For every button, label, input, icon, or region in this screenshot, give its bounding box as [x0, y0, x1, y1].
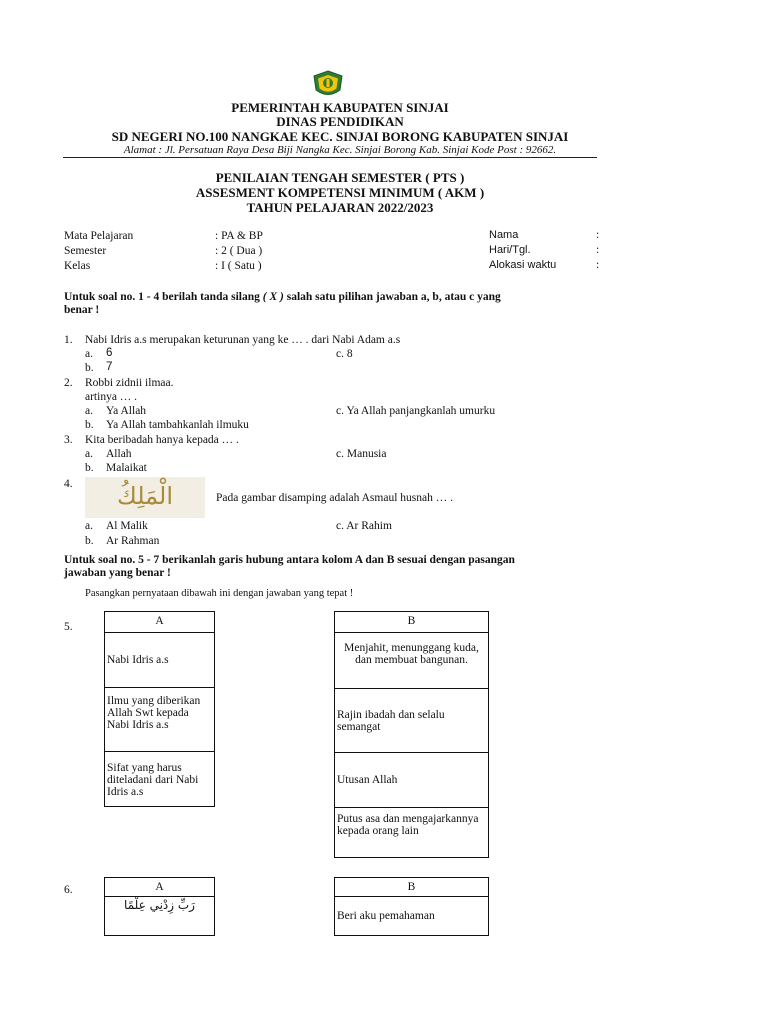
q5-column-a-table [104, 611, 215, 807]
q2-number: 2. [64, 377, 73, 389]
info-label-subject: Mata Pelajaran [64, 230, 134, 242]
header-divider [63, 157, 597, 158]
q3-text: Kita beribadah hanya kepada … . [85, 434, 239, 446]
q4-option-c[interactable]: c. Ar Rahim [336, 520, 392, 532]
q1-number: 1. [64, 334, 73, 346]
q5-b-item-1[interactable]: Menjahit, menunggang kuda, dan membuat bangunan. [335, 632, 488, 688]
q4-number: 4. [64, 478, 73, 490]
info-value-class: : I ( Satu ) [215, 260, 262, 272]
info-label-date: Hari/Tgl. [489, 244, 531, 256]
q5-b-item-3[interactable]: Utusan Allah [335, 752, 488, 807]
q5-b-item-4[interactable]: Putus asa dan mengajarkannya kepada orang lain [335, 807, 488, 857]
q5-b-item-2[interactable]: Rajin ibadah dan selalu semangat [335, 688, 488, 752]
q3-option-b[interactable]: Malaikat [106, 462, 147, 474]
al-malik-calligraphy-text: الْمَلِكُ [116, 482, 174, 510]
info-value-semester: : 2 ( Dua ) [215, 245, 263, 257]
info-label-duration: Alokasi waktu [489, 259, 557, 271]
q4-label-a: a. [85, 520, 93, 532]
q4-option-b[interactable]: Ar Rahman [106, 535, 160, 547]
q4-text: Pada gambar disamping adalah Asmaul husnah … . [216, 492, 453, 504]
q6-a-item-1[interactable]: رَبِّ زِدْنِي عِلْمًا [105, 896, 214, 935]
al-malik-calligraphy-image [85, 477, 205, 518]
header-department: DINAS PENDIDIKAN [276, 114, 404, 129]
q2-option-a[interactable]: Ya Allah [106, 405, 147, 417]
q6-column-a-table [104, 877, 215, 936]
q2-option-c[interactable]: c. Ya Allah panjangkanlah umurku [336, 405, 496, 417]
header-school: SD NEGERI NO.100 NANGKAE KEC. SINJAI BORONG KABUPATEN SINJAI [111, 129, 569, 144]
q2-text: Robbi zidnii ilmaa. [85, 377, 174, 389]
section1-instruction-line2: benar ! [64, 304, 100, 316]
q3-option-a[interactable]: Allah [106, 448, 132, 460]
q6-b-item-1[interactable]: Beri aku pemahaman [335, 896, 488, 935]
q6-number: 6. [64, 884, 73, 896]
q5-column-a-header: A [155, 615, 164, 627]
info-label-name: Nama [489, 229, 519, 241]
q5-a-item-2[interactable]: Ilmu yang diberikan Allah Swt kepada Nabi Idris a.s [105, 687, 214, 751]
q3-option-c[interactable]: c. Manusia [336, 448, 387, 460]
q2-label-a: a. [85, 405, 93, 417]
q4-option-a[interactable]: Al Malik [106, 520, 148, 532]
q3-label-a: a. [85, 448, 93, 460]
q6-column-b-table [334, 877, 489, 936]
q2-label-b: b. [85, 419, 94, 431]
regency-emblem-logo [311, 70, 345, 100]
q5-column-b-header: B [407, 615, 416, 627]
q2-text-line2: artinya … . [85, 391, 138, 403]
q3-label-b: b. [85, 462, 94, 474]
q4-label-b: b. [85, 535, 94, 547]
section2-instruction: Untuk soal no. 5 - 7 berikanlah garis hubung antara kolom A dan B sesuai dengan pasangan [64, 554, 515, 566]
q1-label-b: b. [85, 362, 94, 374]
info-label-semester: Semester [64, 245, 107, 257]
q1-option-b[interactable]: 7 [106, 361, 113, 373]
info-value-name: : [596, 229, 600, 241]
exam-subtitle: ASSESMENT KOMPETENSI MINIMUM ( AKM ) [195, 185, 485, 200]
info-value-subject: : PA & BP [215, 230, 263, 242]
q3-number: 3. [64, 434, 73, 446]
exam-title: PENILAIAN TENGAH SEMESTER ( PTS ) [215, 170, 465, 185]
q6-column-a-header: A [155, 881, 164, 893]
section2-subinstruction: Pasangkan pernyataan dibawah ini dengan jawaban yang tepat ! [85, 588, 354, 599]
section2-instruction-line2: jawaban yang benar ! [64, 567, 171, 579]
q5-a-item-1[interactable]: Nabi Idris a.s [105, 632, 214, 687]
header-address: Alamat : Jl. Persatuan Raya Desa Biji Nangka Kec. Sinjai Borong Kab. Sinjai Kode Post : 92662. [123, 144, 557, 156]
q5-column-b-table [334, 611, 489, 858]
exam-year: TAHUN PELAJARAN 2022/2023 [246, 200, 434, 215]
q1-label-a: a. [85, 348, 93, 360]
q5-number: 5. [64, 621, 73, 633]
info-label-class: Kelas [64, 260, 91, 272]
section1-instruction: Untuk soal no. 1 - 4 berilah tanda silang ( X ) salah satu pilihan jawaban a, b, atau c yang [64, 291, 501, 303]
info-value-date: : [596, 244, 600, 256]
q2-option-b[interactable]: Ya Allah tambahkanlah ilmuku [106, 419, 249, 431]
info-value-duration: : [596, 259, 600, 271]
q1-text: Nabi Idris a.s merupakan keturunan yang ke … . dari Nabi Adam a.s [85, 334, 401, 346]
q1-option-a[interactable]: 6 [106, 347, 113, 359]
q1-option-c[interactable]: c. 8 [336, 348, 353, 360]
header-government: PEMERINTAH KABUPATEN SINJAI [231, 100, 449, 115]
q6-column-b-header: B [407, 881, 416, 893]
q5-a-item-3[interactable]: Sifat yang harus diteladani dari Nabi Idris a.s [105, 751, 214, 806]
